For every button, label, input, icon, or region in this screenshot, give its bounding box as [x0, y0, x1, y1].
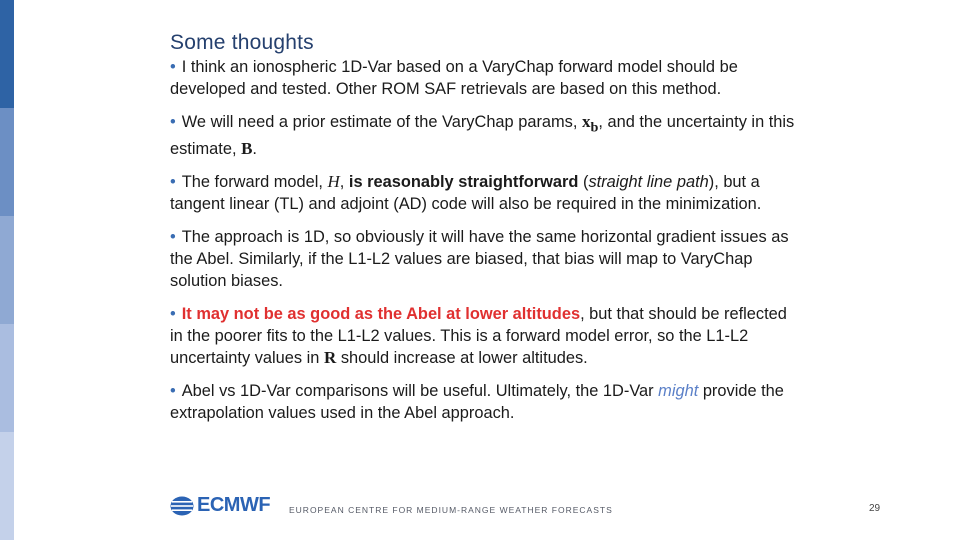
slide-content: [170, 56, 800, 452]
bullet-text: , and the uncertainty in this estimate,: [170, 113, 795, 159]
bullet-marker: •: [170, 173, 176, 192]
band-segment: [0, 0, 14, 108]
emphasis-might: might: [658, 382, 699, 401]
page-number: 29: [869, 503, 881, 514]
bullet-marker: •: [170, 305, 176, 324]
ecmwf-logo: [170, 494, 270, 517]
math-symbol-xb: $x_b$: [581, 112, 599, 136]
left-decorative-band: [0, 0, 14, 540]
bullet-5: • It may not be as good as the Abel at lower altitudes, but that should be reflected in the poorer fits to the L1-L2 values. This is a forward model error, so the L1-L2 uncertainty values in R should increase at lower altitudes.: [170, 305, 787, 368]
math-symbol-R: R: [323, 348, 337, 368]
bullet-marker: •: [170, 113, 176, 131]
band-segment: [0, 324, 14, 432]
math-symbol-H: H: [327, 172, 340, 192]
logo-text: ECMWF: [197, 494, 271, 516]
highlighted-warning: It may not be as good as the Abel at lower altitudes: [181, 305, 581, 324]
slide-title: Some thoughts: [170, 31, 314, 54]
band-segment: [0, 108, 14, 216]
bullet-3: • The forward model, H, is reasonably straightforward (straight line path), but a tangent linear (TL) and adjoint (AD) code will also be required in the minimization.: [170, 172, 762, 214]
bullet-6: • Abel vs 1D-Var comparisons will be useful. Ultimately, the 1D-Var might provide the extrapolation values used in the Abel approach.: [170, 382, 784, 423]
bullet-text: The approach is 1D, so obviously it will have the same horizontal gradient issues as the Abel. Similarly, if the L1-L2 values are biased, that bias will map to VaryChap solution biases.: [170, 228, 789, 291]
bullet-text: We will need a prior estimate of the VaryChap params,: [181, 113, 582, 131]
bullet-4: [170, 226, 800, 292]
ecmwf-logo-icon: [170, 496, 194, 516]
bullet-marker: •: [170, 382, 176, 401]
bullet-marker: •: [170, 58, 176, 76]
bold-phrase: is reasonably straightforward: [348, 173, 579, 192]
bullet-text: I think an ionospheric 1D-Var based on a VaryChap forward model should be developed and tested. Other ROM SAF retrievals are based on this method.: [170, 58, 738, 98]
bullet-1: [170, 56, 800, 100]
band-segment: [0, 432, 14, 540]
italic-phrase: straight line path: [588, 173, 709, 192]
bullet-2: • We will need a prior estimate of the VaryChap params, $x_b$, and the uncertainty in this estimate, B.: [170, 112, 795, 159]
bullet-marker: •: [170, 228, 176, 247]
band-segment: [0, 216, 14, 324]
organization-name: EUROPEAN CENTRE FOR MEDIUM-RANGE WEATHER FORECASTS: [289, 505, 613, 515]
math-symbol-B: B: [241, 139, 253, 159]
